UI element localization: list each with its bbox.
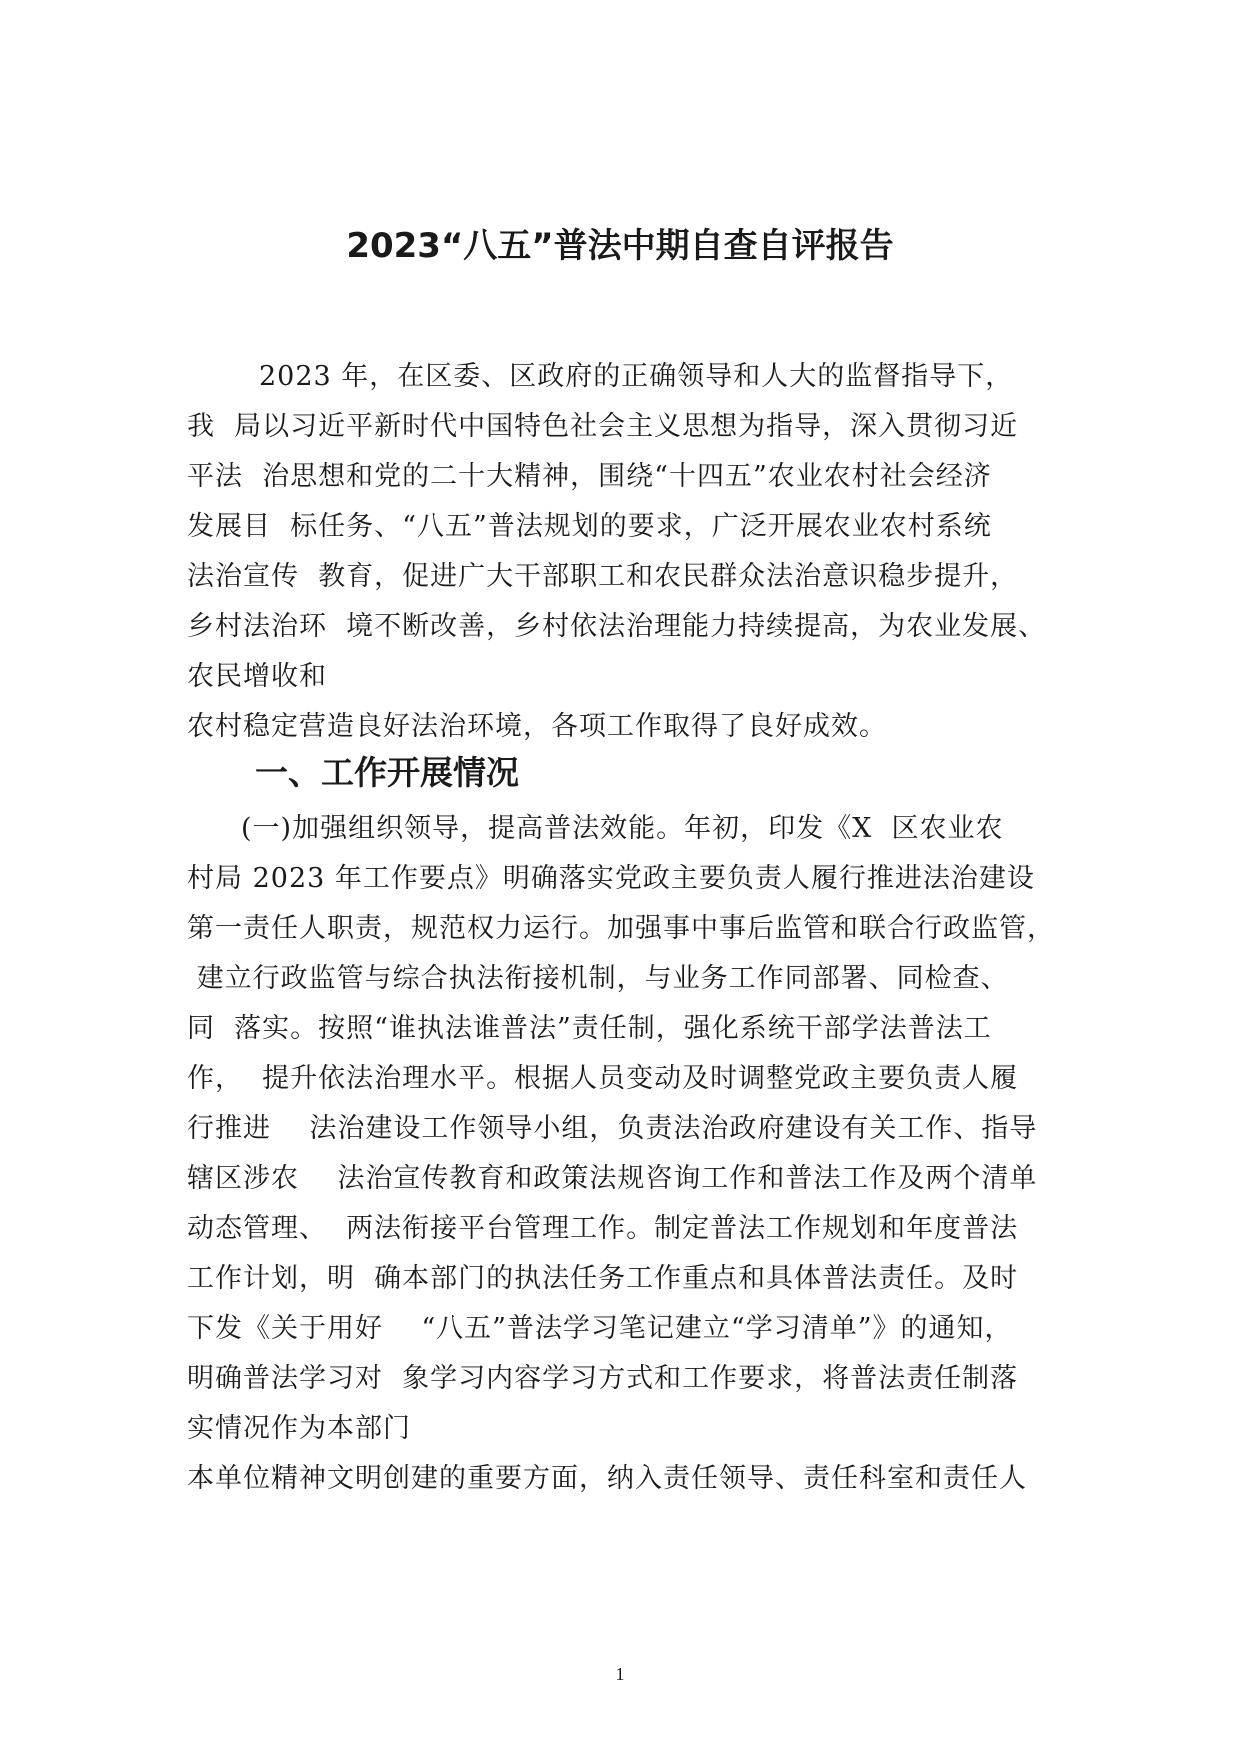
page-number: 1 bbox=[615, 1664, 625, 1684]
section-line: 下发《关于用好 “八五”普法学习笔记建立“学习清单”》的通知， bbox=[187, 1313, 1013, 1344]
section-line: 实情况作为本部门 bbox=[187, 1413, 411, 1444]
section-line: (一)加强组织领导，提高普法效能。年初，印发《X 区农业农 bbox=[241, 813, 1004, 844]
document-title: 2023“八五”普法中期自查自评报告 bbox=[346, 226, 894, 266]
intro-paragraph bbox=[187, 352, 1067, 752]
section-line: 本单位精神文明创建的重要方面，纳入责任领导、责任科室和责任人 bbox=[187, 1463, 1027, 1494]
intro-line: 2023 年，在区委、区政府的正确领导和人大的监督指导下， bbox=[259, 361, 1014, 392]
section-line: 村局 2023 年工作要点》明确落实党政主要负责人履行推进法治建设 bbox=[187, 863, 1035, 894]
section-line: 同 落实。按照“谁执法谁普法”责任制，强化系统干部学法普法工 bbox=[187, 1013, 992, 1044]
intro-line: 发展目 标任务、“八五”普法规划的要求，广泛开展农业农村系统 bbox=[187, 511, 992, 542]
section-line: 行推进 法治建设工作领导小组，负责法治政府建设有关工作、指导 bbox=[187, 1113, 1038, 1144]
intro-line: 法治宣传 教育，促进广大干部职工和农民群众法治意识稳步提升， bbox=[187, 561, 1019, 592]
section-line: 动态管理、 两法衔接平台管理工作。制定普法工作规划和年度普法 bbox=[187, 1213, 1019, 1244]
section-line: 第一责任人职责，规范权力运行。加强事中事后监管和联合行政监管， bbox=[187, 913, 1055, 944]
section-line: 明确普法学习对 象学习内容学习方式和工作要求，将普法责任制落 bbox=[187, 1363, 1019, 1394]
intro-line: 农村稳定营造良好法治环境，各项工作取得了良好成效。 bbox=[187, 711, 887, 742]
section-line: 辖区涉农 法治宣传教育和政策法规咨询工作和普法工作及两个清单 bbox=[187, 1163, 1038, 1194]
intro-line: 平法 治思想和党的二十大精神，围绕“十四五”农业农村社会经济 bbox=[187, 461, 992, 492]
intro-line: 乡村法治环 境不断改善，乡村依法治理能力持续提高，为农业发展、 bbox=[187, 611, 1047, 642]
section-heading: 一、工作开展情况 bbox=[255, 753, 519, 792]
section-line: 作， 提升依法治理水平。根据人员变动及时调整党政主要负责人履 bbox=[187, 1063, 1019, 1094]
intro-line: 农民增收和 bbox=[187, 661, 327, 692]
section-line: 建立行政监管与综合执法衔接机制，与业务工作同部署、同检查、 bbox=[187, 963, 1009, 994]
section-paragraph bbox=[187, 804, 1067, 1504]
section-line: 工作计划，明 确本部门的执法任务工作重点和具体普法责任。及时 bbox=[187, 1263, 1019, 1294]
intro-line: 我 局以习近平新时代中国特色社会主义思想为指导，深入贯彻习近 bbox=[187, 411, 1019, 442]
